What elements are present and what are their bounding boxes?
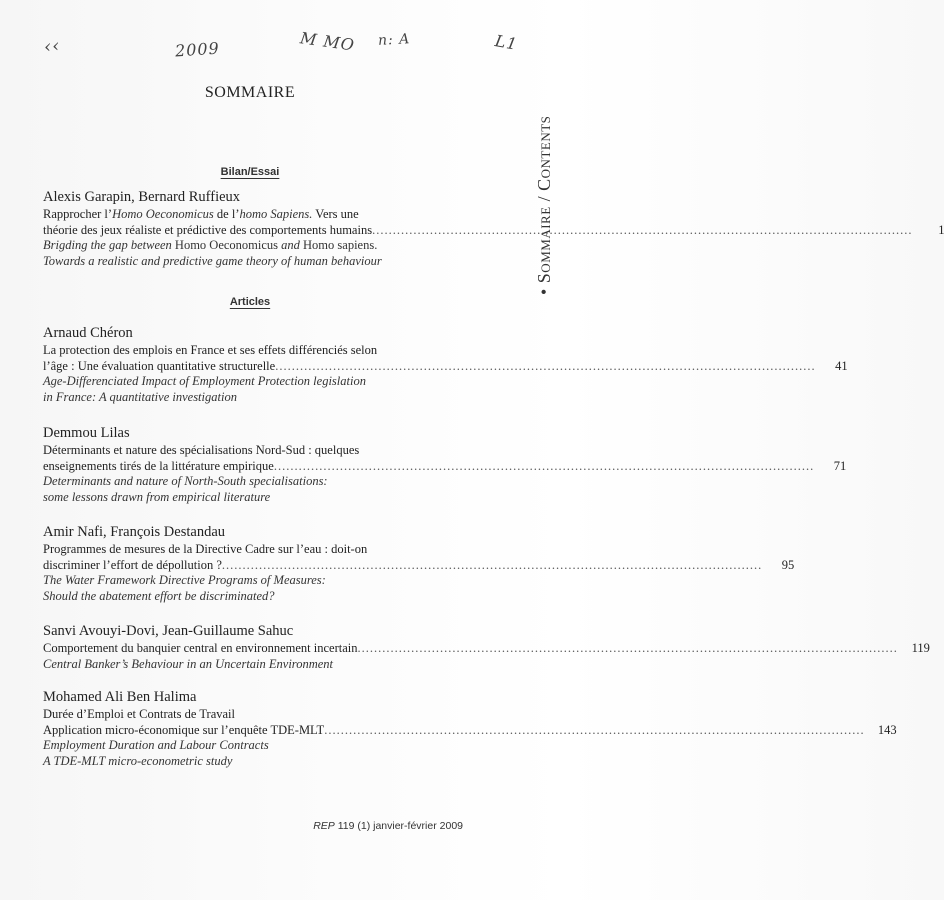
issue-info: 119 (1) janvier-février 2009: [334, 820, 463, 832]
side-label: [504, 90, 554, 295]
entry-title-line: l’âge : Une évaluation quantitative structurelle ..... 41: [43, 359, 463, 375]
handwritten-year: 2009: [174, 38, 221, 61]
page-number: 95: [781, 557, 795, 572]
leader-dots: [357, 641, 897, 657]
entry-title-line: théorie des jeux réaliste et prédictive des comportements humains ..... 1: [43, 223, 463, 239]
entry-authors: Alexis Garapin, Bernard Ruffieux: [43, 189, 241, 205]
handwritten-mark: ‹‹: [42, 35, 62, 58]
entry-english-title: in France: A quantitative investigation: [43, 389, 237, 404]
leader-dots: [222, 558, 762, 574]
section-heading-articles: Articles: [229, 296, 271, 308]
page-number: 41: [835, 358, 848, 373]
entry-authors: Sanvi Avouyi-Dovi, Jean-Guillaume Sahuc: [43, 623, 294, 639]
entry-english-title: Age-Differenciated Impact of Employment Protection legislation: [43, 374, 366, 388]
toc-entry[interactable]: [43, 324, 848, 405]
leader-dots: [324, 723, 864, 739]
entry-english-title: Towards a realistic and predictive game theory of human behaviour: [43, 253, 382, 268]
entry-english-title: A TDE-MLT micro-econometric study: [43, 753, 233, 768]
entry-english-title: Should the abatement effort be discriminated?: [43, 588, 275, 603]
entry-english-title: Employment Duration and Labour Contracts: [43, 738, 269, 752]
entry-title-line: Durée d’Emploi et Contrats de Travail: [43, 707, 235, 721]
journal-footer: [300, 820, 463, 832]
entry-authors: Mohamed Ali Ben Halima: [43, 689, 197, 705]
handwritten-mark: n: A: [377, 31, 411, 49]
leader-dots: [372, 223, 912, 239]
entry-title-line: Rapprocher l’Homo Oeconomicus de l’homo Sapiens. Vers une: [43, 207, 359, 221]
entry-authors: Arnaud Chéron: [43, 325, 133, 341]
side-label-text: • Sommaire / Contents: [534, 115, 554, 295]
journal-abbrev: REP: [313, 820, 335, 832]
entry-english-title: Brigding the gap between Homo Oeconomicus and Homo sapiens.: [43, 238, 378, 252]
entry-title-line: discriminer l’effort de dépollution ? ..... 95: [43, 558, 463, 574]
toc-entry[interactable]: [43, 622, 930, 672]
entry-authors: Amir Nafi, François Destandau: [43, 524, 226, 540]
leader-dots: [274, 459, 814, 475]
page-number: 71: [833, 458, 847, 473]
toc-entry[interactable]: [43, 688, 897, 769]
page-number: 119: [911, 641, 930, 655]
page-number: 1: [938, 222, 944, 237]
handwritten-mark: M MO: [298, 28, 357, 55]
handwritten-mark: L1: [493, 31, 520, 54]
entry-title-line: Comportement du banquier central en environnement incertain ..... 119: [43, 641, 463, 657]
entry-authors: Demmou Lilas: [43, 425, 130, 441]
toc-entry[interactable]: [43, 523, 795, 604]
entry-title-line: Programmes de mesures de la Directive Cadre sur l’eau : doit-on: [43, 542, 368, 556]
toc-entry[interactable]: [43, 424, 847, 505]
entry-title-line: La protection des emplois en France et ses effets différenciés selon: [43, 343, 378, 357]
entry-english-title: some lessons drawn from empirical literature: [43, 489, 271, 504]
entry-title-line: Déterminants et nature des spécialisations Nord-Sud : quelques: [43, 443, 360, 457]
leader-dots: [275, 359, 815, 375]
toc-entry[interactable]: [43, 188, 944, 269]
entry-english-title: Determinants and nature of North-South specialisations:: [43, 474, 328, 488]
entry-title-line: enseignements tirés de la littérature empirique ..... 71: [43, 459, 463, 475]
section-heading-bilan: Bilan/Essai: [220, 166, 280, 178]
page-title: SOMMAIRE: [204, 84, 296, 101]
entry-english-title: Central Banker’s Behaviour in an Uncertain Environment: [43, 656, 334, 671]
entry-title-line: Application micro-économique sur l’enquête TDE-MLT ..... 143: [43, 723, 463, 739]
entry-english-title: The Water Framework Directive Programs of Measures:: [43, 573, 326, 587]
page-number: 143: [877, 722, 897, 737]
